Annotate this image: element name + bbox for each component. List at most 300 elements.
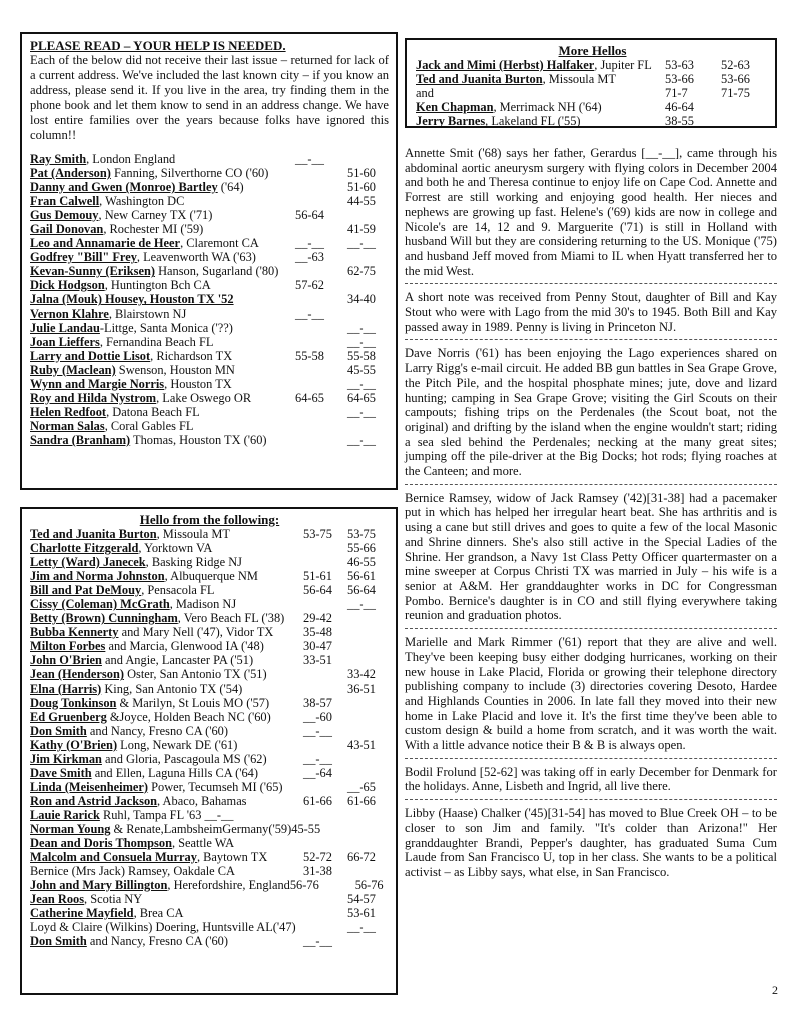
person-name: Joan Lieffers (30, 334, 100, 349)
years-b (347, 836, 389, 850)
right-column (405, 38, 777, 880)
years-b: __-65 (347, 779, 376, 794)
list-row (30, 541, 389, 555)
person-name: Sandra (Branham) (30, 432, 131, 447)
list-row (30, 264, 389, 278)
years-b: __-__ (347, 432, 376, 447)
person-location: , Leavenworth WA ('63) (136, 250, 256, 265)
list-row (30, 836, 389, 850)
person-location: &Joyce, Holden Beach NC ('60) (106, 709, 271, 724)
person-name: Leo and Annamarie de Heer (30, 236, 181, 251)
person-location: Long, Newark DE ('61) (117, 737, 238, 752)
person-location: , Fernandina Beach FL (99, 334, 214, 349)
list-row (30, 569, 389, 583)
years-a (303, 906, 347, 920)
years-b (347, 250, 389, 264)
person-location: Bernice (Mrs Jack) Ramsey, Oakdale CA (30, 864, 235, 879)
row-name (30, 419, 295, 433)
row-name (30, 906, 303, 920)
years-a (303, 836, 347, 850)
years-b: 33-42 (347, 667, 376, 682)
person-location: , Houston TX (164, 376, 232, 391)
list-row (30, 667, 389, 681)
person-location: , Washington DC (99, 194, 185, 209)
row-name (30, 208, 295, 222)
row-name (30, 696, 303, 710)
person-name: Godfrey "Bill" Frey (30, 250, 137, 265)
left-column (20, 32, 398, 995)
person-name: Don Smith (30, 934, 87, 949)
person-location: , Lakeland FL ('55) (485, 114, 581, 129)
list-row (30, 752, 389, 766)
person-location: , Albuquerque NM (164, 569, 258, 584)
person-location: , New Carney TX ('71) (98, 208, 213, 223)
list-row (30, 194, 389, 208)
person-location: and Marcia, Glenwood IA ('48) (105, 639, 264, 654)
person-name: John O'Brien (30, 653, 102, 668)
years-a (303, 667, 347, 681)
years-b (347, 808, 389, 822)
list-row (30, 892, 389, 906)
years-a (303, 555, 347, 569)
person-location: Ruhl, Tampa FL '63 __-__ (99, 807, 234, 822)
years-b (347, 611, 389, 625)
years-b: 71-75 (721, 86, 750, 101)
years-a (295, 335, 347, 349)
person-location: , Lake Oswego OR (156, 390, 252, 405)
list-row (416, 72, 769, 86)
person-location: and Ellen, Laguna Hills CA ('64) (91, 765, 258, 780)
row-name (30, 250, 295, 264)
person-name: Julie Landau (30, 320, 100, 335)
row-name (30, 780, 303, 794)
more-hellos-title: More Hellos (558, 43, 627, 58)
years-a: 71-7 (665, 86, 688, 101)
list-row (416, 86, 769, 100)
years-a: __-__ (295, 152, 324, 166)
person-name: Bubba Kennerty (30, 625, 119, 640)
row-name (30, 405, 295, 419)
hello-box (20, 507, 398, 995)
list-row (30, 850, 389, 864)
years-b: __-__ (347, 334, 376, 349)
person-location: Power, Tecumseh MI ('65) (148, 779, 283, 794)
list-row (30, 794, 389, 808)
row-name (30, 363, 295, 377)
person-name: Kathy (O'Brien) (30, 737, 118, 752)
person-location: , Jupiter FL (594, 58, 652, 72)
divider (405, 283, 777, 284)
list-row (30, 625, 389, 639)
please-read-list (30, 152, 389, 447)
years-a: 52-72 (303, 850, 332, 865)
years-b (347, 208, 389, 222)
years-b (347, 752, 389, 766)
row-name (30, 236, 295, 250)
list-row (30, 682, 389, 696)
years-b (347, 934, 389, 948)
more-hellos-box (405, 38, 777, 128)
list-row (30, 780, 389, 794)
list-row (30, 236, 389, 250)
row-name (30, 836, 303, 850)
person-name: Letty (Ward) Janecek (30, 555, 146, 570)
person-name: Jim and Norma Johnston (30, 569, 165, 584)
person-name: Norman Salas (30, 418, 105, 433)
years-a (303, 541, 347, 555)
person-location: Fanning, Silverthorne CO ('60) (110, 166, 269, 181)
years-b: 51-60 (347, 180, 376, 195)
person-name: Elna (Harris) (30, 681, 102, 696)
article-paragraph: Bodil Frolund [52-62] was taking off in early December for Denmark for the holidays. Anne, Lisbeth and Ingrid, all live there. (405, 764, 777, 794)
person-name: Gail Donovan (30, 222, 104, 237)
years-b: 45-55 (347, 362, 376, 377)
years-b (355, 822, 389, 836)
row-name (416, 86, 665, 100)
list-row (30, 906, 389, 920)
years-a: 56-64 (295, 208, 324, 223)
years-a (295, 377, 347, 391)
row-name (30, 934, 303, 948)
person-name: Bill and Pat DeMouy (30, 583, 142, 598)
list-row (30, 419, 389, 433)
years-a: __-63 (295, 250, 324, 265)
person-location: , Huntington Bch CA (104, 278, 211, 293)
years-b: 43-51 (347, 737, 376, 752)
list-row (30, 180, 389, 194)
person-name: Ken Chapman (416, 100, 494, 115)
row-name (30, 822, 320, 836)
years-b: 56-64 (347, 583, 376, 598)
person-name: Don Smith (30, 723, 87, 738)
hello-list (30, 527, 389, 948)
articles (405, 146, 777, 880)
years-a (303, 780, 347, 794)
list-row (416, 58, 769, 72)
divider (405, 484, 777, 485)
person-name: Kevan-Sunny (Eriksen) (30, 264, 155, 279)
divider (405, 339, 777, 340)
list-row (30, 307, 389, 321)
years-b: 53-75 (347, 527, 376, 541)
person-location: , Baytown TX (196, 850, 268, 865)
years-a: __-__ (295, 236, 324, 251)
row-name (30, 433, 295, 447)
row-name (30, 527, 303, 541)
years-a (303, 892, 347, 906)
person-location: Hanson, Sugarland ('80) (154, 264, 279, 279)
years-b (347, 766, 389, 780)
article-paragraph: Marielle and Mark Rimmer ('61) report that they are alive and well. They've been keeping busy either dodging hurricanes, working on their new house in Lake Placid, Florida or growing their telephone directory publishing company to include (3) directories covering Desoto, Hardee and Highlands Counties in 2006. In late fall they moved into their new home in Lake Placid and love it. It's the first time they've been able to custom design & build a home from scratch, and it was worth the wait. With a little advance notice their B & B is always open. (405, 635, 777, 753)
person-location: -Littge, Santa Monica ('??) (99, 320, 233, 335)
years-b: 64-65 (347, 390, 376, 405)
person-name: Ron and Astrid Jackson (30, 793, 158, 808)
please-read-title: PLEASE READ – YOUR HELP IS NEEDED. (30, 38, 286, 53)
years-b (347, 864, 389, 878)
list-row (30, 433, 389, 447)
row-name (30, 166, 295, 180)
person-name: Helen Redfoot (30, 404, 107, 419)
years-b: 44-55 (347, 194, 376, 209)
person-location: and Nancy, Fresno CA ('60) (86, 934, 228, 949)
years-b: __-__ (347, 320, 376, 335)
years-a (303, 682, 347, 696)
row-name (30, 625, 303, 639)
row-name (416, 72, 665, 86)
person-name: Vernon Klahre (30, 306, 109, 321)
person-name: Dave Smith (30, 765, 92, 780)
years-a: 30-47 (303, 639, 332, 654)
person-location: , Seattle WA (171, 836, 235, 851)
years-a: 53-75 (303, 527, 332, 541)
person-location: , Vero Beach FL ('38) (177, 611, 285, 626)
years-a: 38-55 (665, 114, 694, 129)
person-location: , Scotia NY (84, 892, 143, 907)
list-row (30, 597, 389, 611)
years-a (295, 405, 347, 419)
years-a: 64-65 (295, 390, 324, 405)
years-a (303, 597, 347, 611)
years-b: 46-55 (347, 555, 376, 570)
years-a (295, 222, 347, 236)
list-row (30, 724, 389, 738)
person-location: and Angie, Lancaster PA ('51) (101, 653, 254, 668)
person-name: Doug Tonkinson (30, 695, 117, 710)
years-b: 51-60 (347, 166, 376, 181)
divider (405, 799, 777, 800)
list-row (30, 611, 389, 625)
list-row (30, 864, 389, 878)
years-a: __-__ (303, 751, 332, 766)
person-name: Pat (Anderson) (30, 166, 111, 181)
list-row (30, 639, 389, 653)
years-b (347, 307, 389, 321)
years-a (295, 194, 347, 208)
row-name (30, 611, 303, 625)
years-a: __-__ (303, 934, 332, 949)
row-name (30, 194, 295, 208)
list-row (30, 321, 389, 335)
list-row (30, 166, 389, 180)
hello-title: Hello from the following: (139, 512, 280, 527)
person-name: Charlotte Fitzgerald (30, 541, 139, 556)
list-row (416, 100, 769, 114)
person-location: , Coral Gables FL (104, 418, 194, 433)
divider (405, 758, 777, 759)
years-a (295, 433, 347, 447)
person-name: Ed Gruenberg (30, 709, 107, 724)
list-row (30, 822, 389, 836)
years-a (295, 419, 347, 433)
row-name (30, 850, 303, 864)
person-location: , Missoula MT (156, 527, 230, 541)
row-name (30, 808, 303, 822)
row-name (30, 724, 303, 738)
list-row (30, 555, 389, 569)
years-a: 57-62 (295, 278, 324, 293)
row-name (30, 597, 303, 611)
person-name: Malcolm and Consuela Murray (30, 850, 197, 865)
row-name (416, 58, 665, 72)
person-location: , London England (86, 152, 176, 166)
years-b (347, 724, 389, 738)
person-location: Oster, San Antonio TX ('51) (123, 667, 267, 682)
person-location: , Missoula MT (542, 72, 616, 87)
years-a: 61-66 (303, 793, 332, 808)
list-row (30, 738, 389, 752)
years-b: 53-66 (721, 72, 750, 87)
article-paragraph: Libby (Haase) Chalker ('45)[31-54] has moved to Blue Creek OH – to be closer to son Jim and family. "It's colder than Arizona!" Her granddaughter Brandi, Pepper's daughter, has graduated Suma Cum Laude from San Francisco U, top in her class. She wants to be a political activist – as Libby says, what else, in San Francisco. (405, 806, 777, 879)
article-paragraph: A short note was received from Penny Stout, daughter of Bill and Kay Stout who were with Lago from the mid 30's to 1945. Both Bill and Kay passed away in 1989. Penny is living in Princeton NJ. (405, 290, 777, 334)
person-name: Jalna (Mouk) Housey, Houston TX '52 (30, 292, 234, 307)
person-location: , Blairstown NJ (108, 306, 187, 321)
row-name (30, 377, 295, 391)
person-location: and Nancy, Fresno CA ('60) (86, 723, 228, 738)
person-location: , Pensacola FL (141, 583, 215, 598)
row-name (30, 892, 303, 906)
years-a (303, 808, 347, 822)
years-a (303, 920, 347, 934)
person-location: Thomas, Houston TX ('60) (130, 432, 267, 447)
person-location: and Mary Nell ('47), Vidor TX (118, 625, 274, 640)
row-name (30, 349, 295, 363)
person-name: Jim Kirkman (30, 751, 102, 766)
row-name (30, 541, 303, 555)
list-row (30, 349, 389, 363)
years-b (347, 710, 389, 724)
row-name (30, 391, 295, 405)
row-name (30, 307, 295, 321)
years-a: __-__ (295, 306, 324, 321)
person-name: John and Mary Billington (30, 878, 168, 893)
row-name (30, 152, 295, 166)
row-name (30, 682, 303, 696)
years-a: 35-48 (303, 625, 332, 640)
person-name: Milton Forbes (30, 639, 106, 654)
list-row (30, 208, 389, 222)
years-b (347, 419, 389, 433)
years-a (295, 321, 347, 335)
list-row (30, 222, 389, 236)
divider (405, 628, 777, 629)
person-location: , Yorktown VA (138, 541, 213, 556)
person-name: Fran Calwell (30, 194, 100, 209)
row-name (30, 738, 303, 752)
row-name (30, 583, 303, 597)
person-name: Jean (Henderson) (30, 667, 124, 682)
years-b (347, 152, 389, 166)
row-name (30, 321, 295, 335)
years-b: 41-59 (347, 222, 376, 237)
row-name (30, 878, 319, 892)
person-name: Jerry Barnes (416, 114, 486, 129)
person-name: Dean and Doris Thompson (30, 836, 172, 851)
please-read-box (20, 32, 398, 490)
row-name (30, 710, 303, 724)
list-row (416, 114, 769, 128)
years-a: 38-57 (303, 695, 332, 710)
years-b: __-__ (347, 376, 376, 391)
row-name (30, 555, 303, 569)
years-a: 51-61 (303, 569, 332, 584)
person-location: , Basking Ridge NJ (145, 555, 242, 570)
list-row (30, 527, 389, 541)
person-name: Catherine Mayfield (30, 906, 134, 921)
person-location: , Richardson TX (150, 348, 233, 363)
person-name: Betty (Brown) Cunningham (30, 611, 178, 626)
years-b: 62-75 (347, 264, 376, 279)
years-a: 53-66 (665, 72, 694, 87)
years-a: 56-64 (303, 583, 332, 598)
row-name (30, 667, 303, 681)
list-row (30, 152, 389, 166)
years-b (347, 625, 389, 639)
person-location: & Renate,LambsheimGermany('59)45-55 (110, 821, 321, 836)
years-b: 54-57 (347, 892, 376, 907)
list-row (30, 710, 389, 724)
years-a (320, 822, 355, 836)
row-name (30, 222, 295, 236)
years-a (295, 166, 347, 180)
years-a: 55-58 (295, 348, 324, 363)
years-a: __-__ (303, 723, 332, 738)
years-b: 56-76 (354, 878, 384, 893)
person-name: Ted and Juanita Burton (30, 527, 157, 541)
row-name (30, 920, 303, 934)
years-b: 52-63 (721, 58, 750, 72)
years-a: 33-51 (303, 653, 332, 668)
person-location: King, San Antonio TX ('54) (101, 681, 243, 696)
years-b: 55-58 (347, 348, 376, 363)
person-name: Roy and Hilda Nystrom (30, 390, 157, 405)
years-b: __-__ (347, 920, 376, 935)
years-a: __-64 (303, 765, 332, 780)
row-name (30, 794, 303, 808)
list-row (30, 363, 389, 377)
person-name: Ruby (Maclean) (30, 362, 116, 377)
years-a (295, 363, 347, 377)
please-read-intro: Each of the below did not receive their last issue – returned for lack of a current address. We've included the last known city – if you know an address, please send it. If you live in the area, try finding them in the phone book and let them know to send in an address change. We have lost entire families over the years because folks have ignored this column!! (30, 53, 389, 142)
row-name (416, 100, 665, 114)
person-name: Jean Roos (30, 892, 85, 907)
row-name (30, 639, 303, 653)
row-name (30, 292, 295, 306)
list-row (30, 766, 389, 780)
years-b: __-__ (347, 404, 376, 419)
list-row (30, 278, 389, 292)
list-row (30, 808, 389, 822)
person-name: Wynn and Margie Norris (30, 376, 165, 391)
years-a: 29-42 (303, 611, 332, 626)
row-name (30, 752, 303, 766)
years-b: 34-40 (347, 292, 376, 307)
person-name: Ray Smith (30, 152, 87, 166)
list-row (30, 696, 389, 710)
row-name (30, 766, 303, 780)
person-location: Loyd & Claire (Wilkins) Doering, Huntsville AL('47) (30, 920, 296, 935)
years-a: __-60 (303, 709, 332, 724)
years-b (347, 696, 389, 710)
years-b (347, 653, 389, 667)
row-name (30, 864, 303, 878)
list-row (30, 391, 389, 405)
person-name: Norman Young (30, 821, 111, 836)
years-b: 55-66 (347, 541, 376, 556)
years-b: 53-61 (347, 906, 376, 921)
years-a: 46-64 (665, 100, 694, 115)
list-row (30, 934, 389, 948)
list-row (30, 335, 389, 349)
